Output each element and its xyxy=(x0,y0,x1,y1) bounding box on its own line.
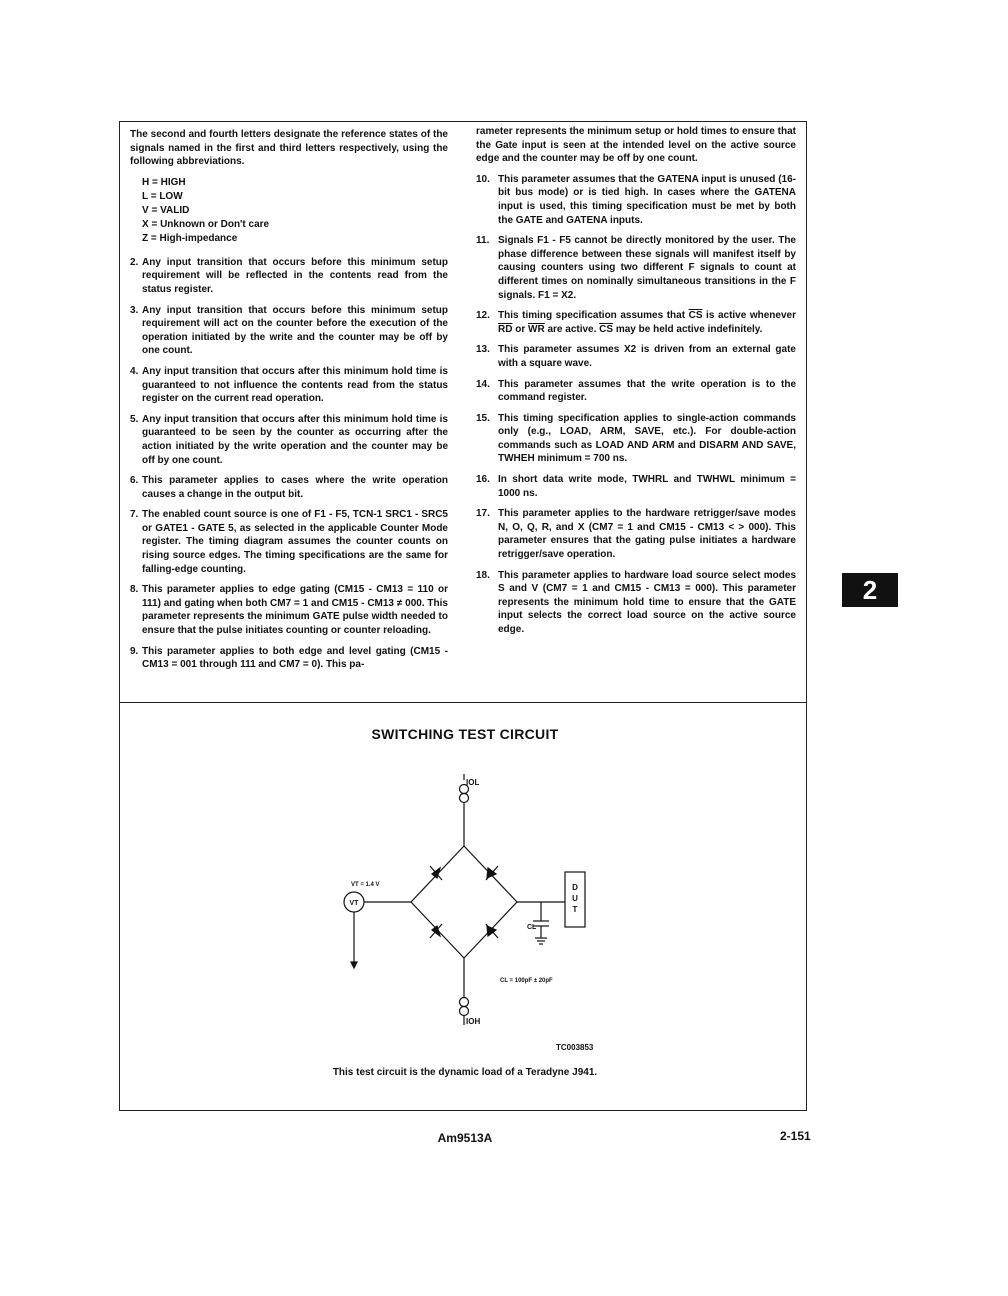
diode-icon xyxy=(430,924,442,938)
note-item: 2. Any input transition that occurs before this minimum setup requirement will be reflected in the contents read from the status register. xyxy=(130,256,448,295)
abbreviation-item: X = Unknown or Don't care xyxy=(142,218,270,230)
cs-signal: $\overline{CS}$ xyxy=(688,310,703,322)
note-item: 17. This parameter applies to the hardware retrigger/save modes N, O, Q, R, and X (CM7 = 1 and CM15 - CM13 < > 000). This parameter ensures that the gating pulse initiates a hardware retrigger/save operation. xyxy=(476,508,796,561)
note-item: 8. This parameter applies to edge gating (CM15 - CM13 = 110 or 111) and gating when both CM7 = 1 and CM15 - CM13 ≠ 000. This parameter represents the minimum GATE pulse width needed to ensure that the pulse initiates counting or counter reloading. xyxy=(130,584,448,637)
abbreviation-item: V = VALID xyxy=(142,204,190,216)
cs-signal: $\overline{CS}$ xyxy=(599,323,614,335)
note-item: 9. This parameter applies to both edge and level gating (CM15 - CM13 = 001 through 111 and CM7 = 0). This pa- xyxy=(130,645,448,671)
ground-arrow-icon xyxy=(351,962,357,968)
part-number: Am9513A xyxy=(437,1131,493,1145)
note-item-12: 12. This timing specification assumes that $\overline{CS}$ is active whenever $\overline{RD}$ or $\overline{WR}$ are active. $\overline{CS}$ may be held active indefinitely. xyxy=(476,310,796,335)
section-tab: 2 xyxy=(842,573,898,607)
dut-letter: U xyxy=(572,894,578,903)
note-item: 4. Any input transition that occurs after this minimum hold time is guaranteed to not influence the contents read from the status register on the current read operation. xyxy=(130,365,448,405)
diode-bridge xyxy=(411,846,517,958)
circuit-caption: This test circuit is the dynamic load of a Teradyne J941. xyxy=(332,1067,598,1078)
cl-value-label: CL = 100pF ± 20pF xyxy=(500,978,553,984)
abbreviation-item: H = HIGH xyxy=(142,176,186,188)
circuit-title: SWITCHING TEST CIRCUIT xyxy=(371,726,559,742)
note-item: 14. This parameter assumes that the write operation is to the command register. xyxy=(476,378,796,404)
page-number: 2-151 xyxy=(780,1129,811,1143)
ioh-label: IOH xyxy=(466,1017,481,1026)
iol-label: IOL xyxy=(466,778,480,787)
continuation-paragraph: rameter represents the minimum setup or hold times to ensure that the Gate input is seen at the intended level on the active source edge and the counter may be off by one count. xyxy=(476,126,796,165)
vt-value-label: VT = 1.4 V xyxy=(351,882,380,888)
rd-signal: $\overline{RD}$ xyxy=(498,323,513,335)
capacitor-icon xyxy=(533,902,549,944)
diode-icon xyxy=(486,924,498,938)
abbreviation-item: L = LOW xyxy=(142,190,183,202)
dut-letter: T xyxy=(572,905,578,914)
vt-source-label: VT xyxy=(349,900,359,907)
note-item: 18. This parameter applies to hardware load source select modes S and V (CM7 = 1 and CM15 - CM13 = 000). This parameter represents the minimum hold time to ensure that the GATE input selects the correct load source on the active source edge. xyxy=(476,569,796,635)
note-item: 7. The enabled count source is one of F1 - F5, TCN-1 SRC1 - SRC5 or GATE1 - GATE 5, as selected in the applicable Counter Mode register. The timing diagram assumes the counter counts on rising source edges. The timing specifications are the same for falling-edge counting. xyxy=(130,509,448,575)
dut-letter: D xyxy=(572,883,578,892)
note-item: 15. This timing specification applies to single-action commands only (e.g., LOAD, ARM, SAVE, etc.). For double-action commands such as LOAD AND ARM and DISARM AND SAVE, TWHEH minimum = 700 ns. xyxy=(476,412,796,465)
note-item: 3. Any input transition that occurs before this minimum setup requirement will act on the counter before the execution of the operation initiated by the write and the counter may be off by one count. xyxy=(130,304,448,357)
note-item: 6. This parameter applies to cases where the write operation causes a change in the output bit. xyxy=(130,475,448,500)
diode-icon xyxy=(486,866,498,880)
cl-label: CL xyxy=(527,924,537,931)
note-item: 10. This parameter assumes that the GATENA input is unused (16-bit bus mode) or is tied high. In cases where the GATENA input is used, this timing specification must be met by both the GATE and GATENA inputs. xyxy=(476,173,796,226)
wr-signal: $\overline{WR}$ xyxy=(528,323,545,335)
abbreviation-item: Z = High-impedance xyxy=(142,232,238,244)
note-item: 16. In short data write mode, TWHRL and TWHWL minimum = 1000 ns. xyxy=(476,474,796,499)
note-item: 13. This parameter assumes X2 is driven from an external gate with a square wave. xyxy=(476,344,796,369)
note-item: 11. Signals F1 - F5 cannot be directly monitored by the user. The phase difference between these signals will manifest itself by causing counters using two different F signals to count at different times on nominally simultaneous transitions in the F signals. F1 = X2. xyxy=(476,235,796,301)
figure-reference: TC003853 xyxy=(556,1043,594,1052)
intro-paragraph: The second and fourth letters designate the reference states of the signals named in the first and third letters respectively, using the following abbreviations. xyxy=(130,129,448,168)
diode-icon xyxy=(430,866,442,880)
note-item: 5. Any input transition that occurs after this minimum hold time is guaranteed to be seen by the counter as occurring after the action initiated by the write operation and the counter may be off by one count. xyxy=(130,413,448,466)
